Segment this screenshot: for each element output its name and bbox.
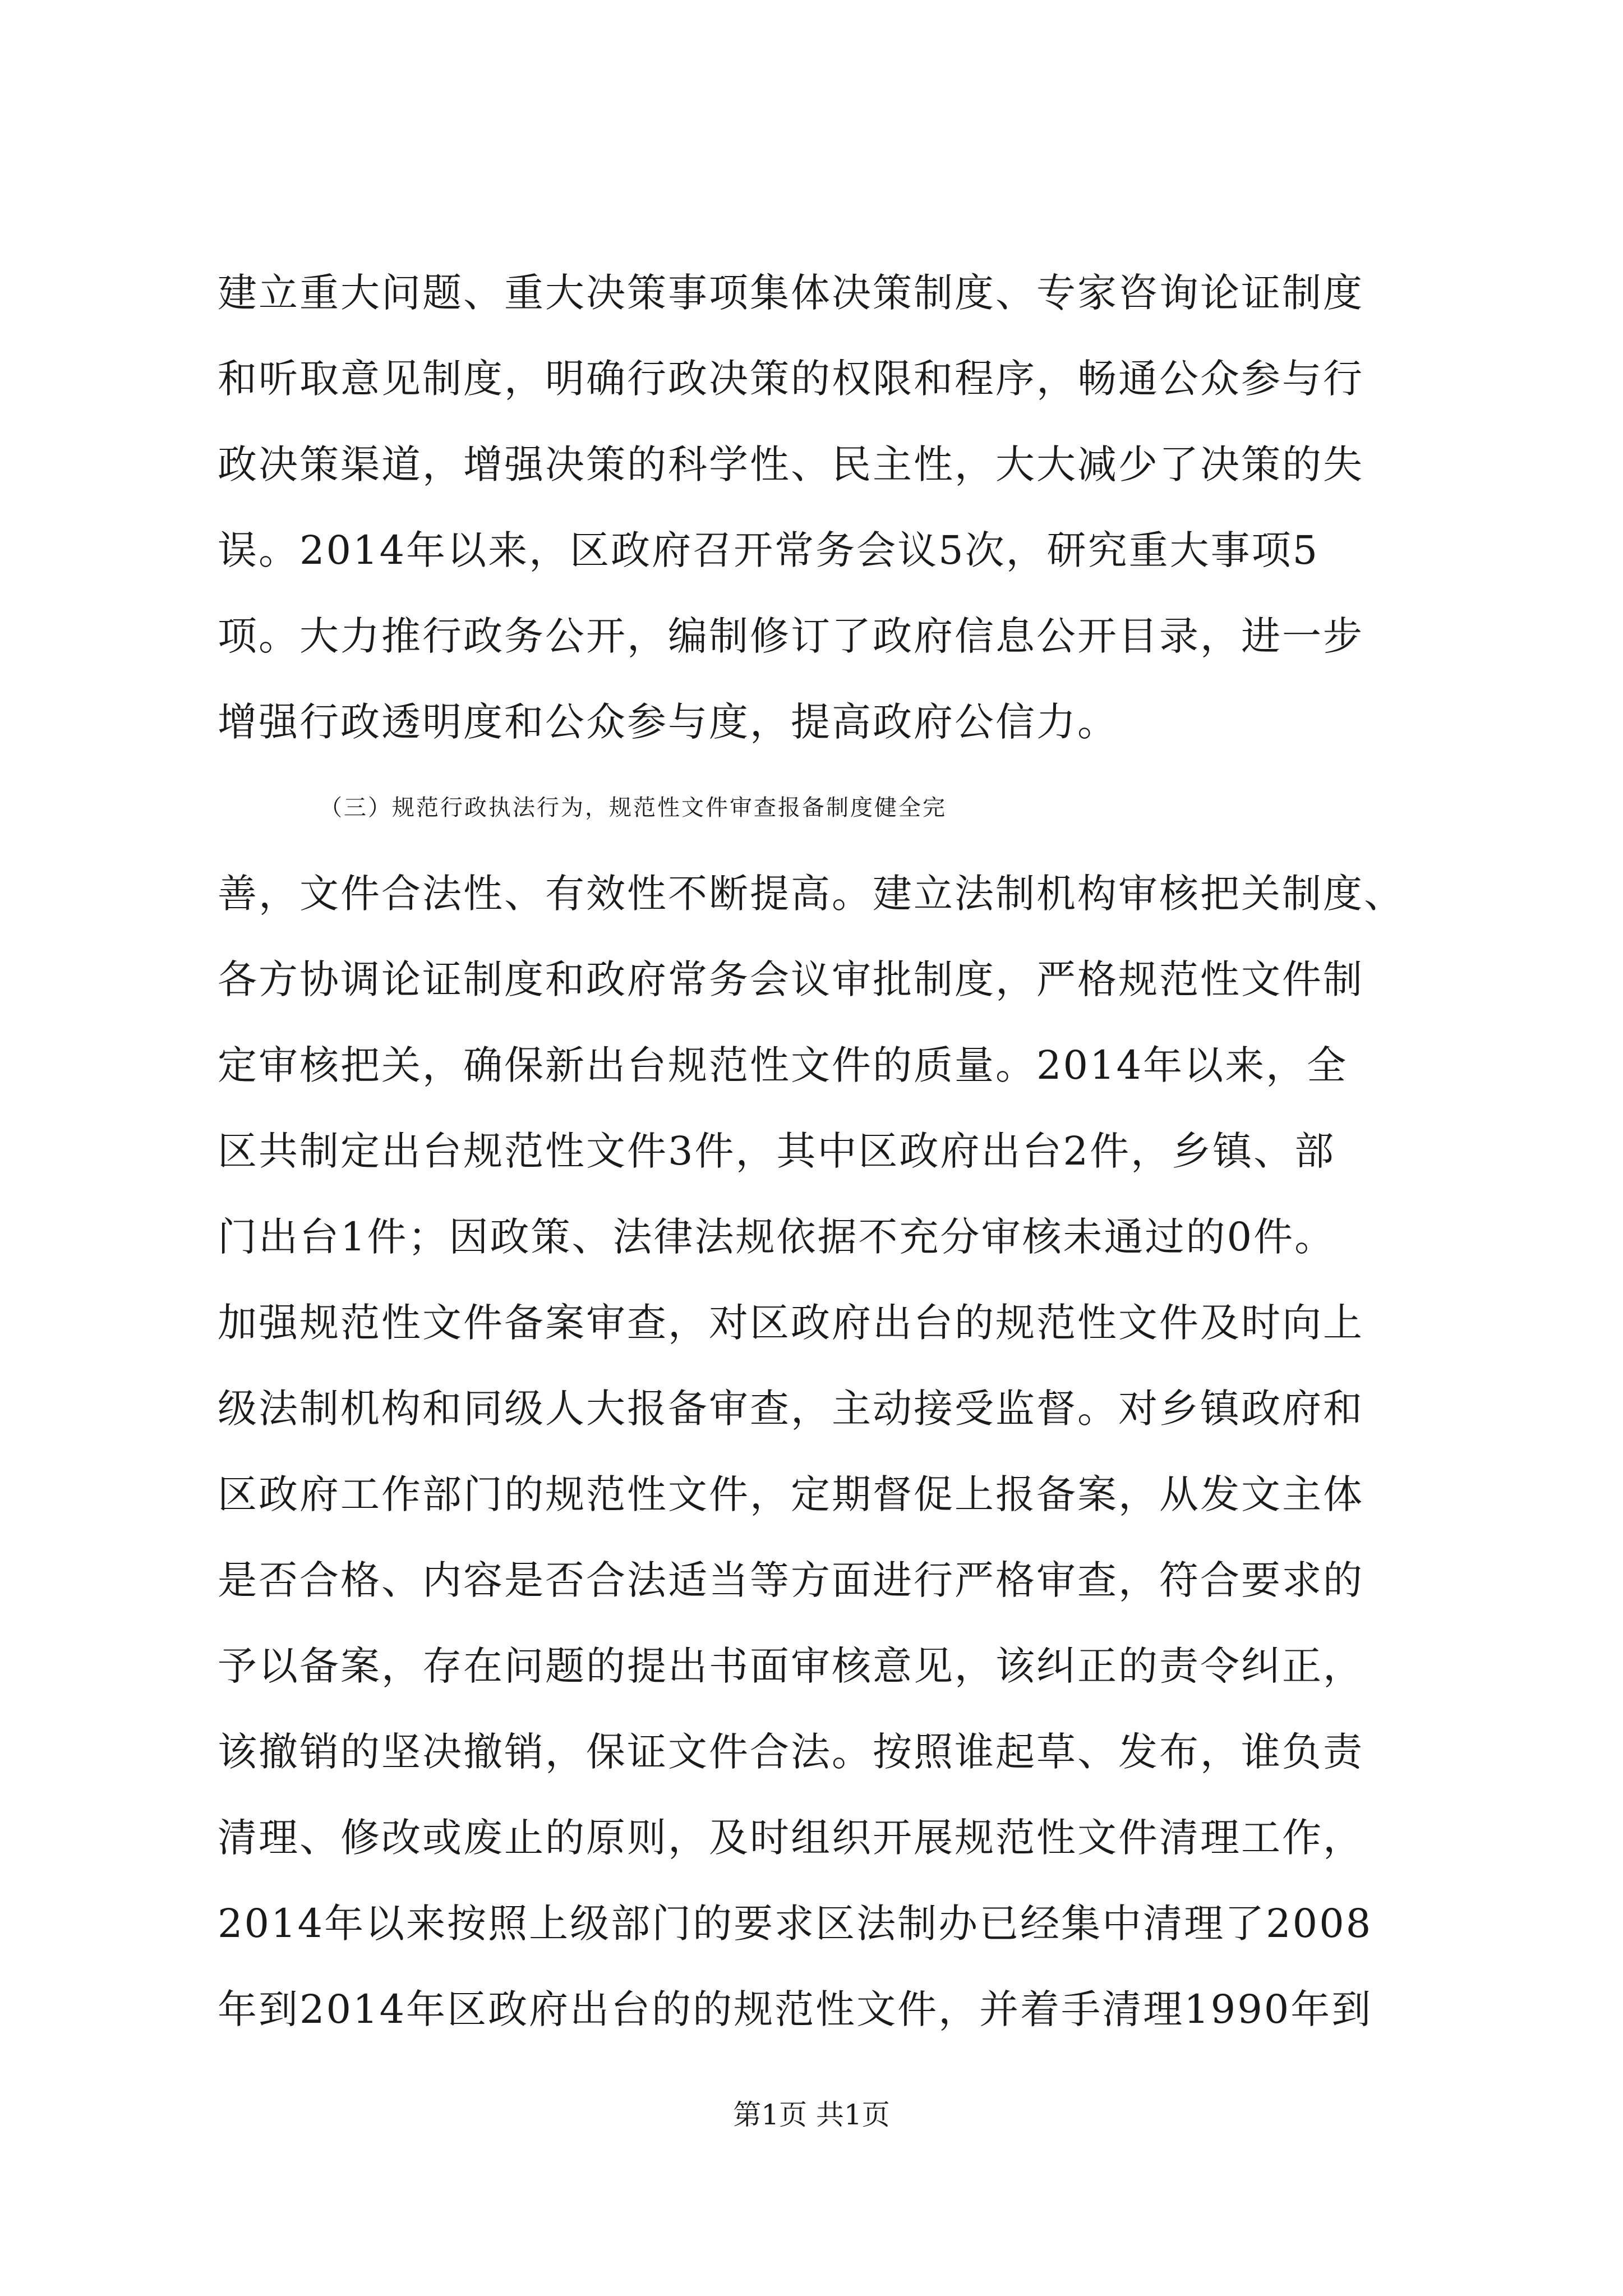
text-line: 误。2014年以来，区政府召开常务会议5次，研究重大事项5	[218, 527, 1320, 573]
text-line: 级法制机构和同级人大报备审查，主动接受监督。对乡镇政府和	[218, 1386, 1364, 1432]
text-line: 是否合格、内容是否合法适当等方面进行严格审查，符合要求的	[218, 1557, 1364, 1603]
text-line: 和听取意见制度，明确行政决策的权限和程序，畅通公众参与行	[218, 356, 1364, 402]
text-line: 建立重大问题、重大决策事项集体决策制度、专家咨询论证制度	[218, 270, 1364, 316]
text-line: 定审核把关，确保新出台规范性文件的质量。2014年以来，全	[218, 1042, 1348, 1088]
text-line: 善，文件合法性、有效性不断提高。建立法制机构审核把关制度、	[218, 871, 1405, 917]
text-line: 清理、修改或废止的原则，及时组织开展规范性文件清理工作，	[218, 1815, 1364, 1861]
text-line: 区政府工作部门的规范性文件，定期督促上报备案，从发文主体	[218, 1471, 1364, 1517]
text-line: 加强规范性文件备案审查，对区政府出台的规范性文件及时向上	[218, 1300, 1364, 1346]
text-line: 年到2014年区政府出台的的规范性文件，并着手清理1990年到	[218, 1986, 1373, 2032]
text-line: 予以备案，存在问题的提出书面审核意见，该纠正的责令纠正，	[218, 1643, 1364, 1689]
text-line: 项。大力推行政务公开，编制修订了政府信息公开目录，进一步	[218, 613, 1364, 659]
text-line: 该撤销的坚决撤销，保证文件合法。按照谁起草、发布，谁负责	[218, 1729, 1364, 1775]
text-line: 门出台1件；因政策、法律法规依据不充分审核未通过的0件。	[218, 1214, 1336, 1260]
text-line: 增强行政透明度和公众参与度，提高政府公信力。	[218, 699, 1118, 745]
page-number-footer: 第1页 共1页	[733, 2099, 890, 2131]
text-line: 区共制定出台规范性文件3件，其中区政府出台2件，乡镇、部	[218, 1128, 1336, 1174]
text-line: 各方协调论证制度和政府常务会议审批制度，严格规范性文件制	[218, 956, 1364, 1002]
paragraph-start-line: （三）规范行政执法行为，规范性文件审查报备制度健全完	[320, 795, 947, 821]
text-line: 2014年以来按照上级部门的要求区法制办已经集中清理了2008	[218, 1901, 1373, 1947]
text-line: 政决策渠道，增强决策的科学性、民主性，大大减少了决策的失	[218, 441, 1364, 487]
